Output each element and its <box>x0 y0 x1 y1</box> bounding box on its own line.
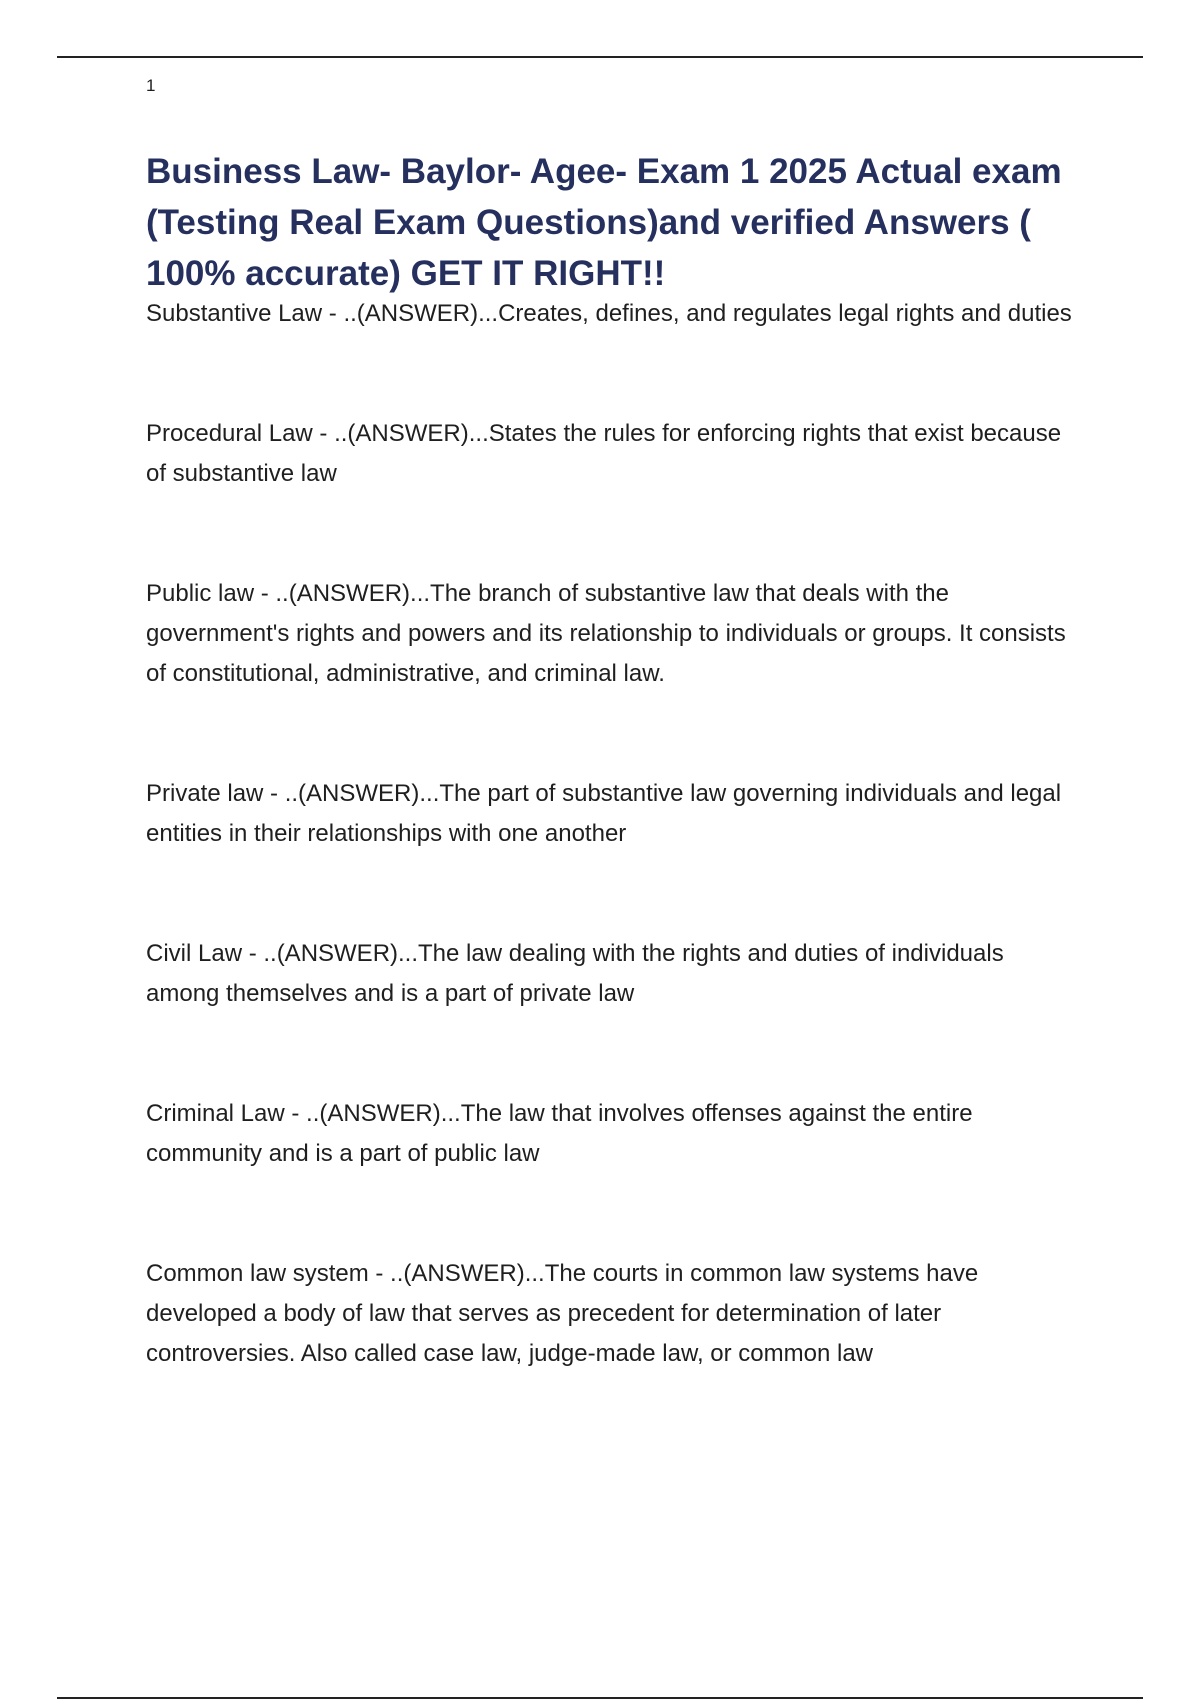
page-number: 1 <box>146 76 156 95</box>
qa-item-procedural-law: Procedural Law - ..(ANSWER)...States the rules for enforcing rights that exist because of substantive law <box>146 420 1062 487</box>
document-body <box>146 146 1081 1454</box>
document-title: Business Law- Baylor- Agee- Exam 1 2025 Actual exam (Testing Real Exam Questions)and verified Answers ( 100% accurate) GET IT RIGHT!! <box>146 152 1062 293</box>
qa-item-criminal-law: Criminal Law - ..(ANSWER)...The law that involves offenses against the entire community and is a part of public law <box>146 1100 973 1167</box>
qa-item-substantive-law: Substantive Law - ..(ANSWER)...Creates, defines, and regulates legal rights and duties <box>146 300 1072 327</box>
qa-item-civil-law: Civil Law - ..(ANSWER)...The law dealing with the rights and duties of individuals among themselves and is a part of private law <box>146 940 1004 1007</box>
qa-list <box>146 294 1081 1374</box>
footer-rule <box>57 1697 1143 1699</box>
header-rule <box>57 56 1143 58</box>
qa-item-private-law: Private law - ..(ANSWER)...The part of substantive law governing individuals and legal entities in their relationships with one another <box>146 780 1062 847</box>
qa-item-public-law: Public law - ..(ANSWER)...The branch of substantive law that deals with the government's rights and powers and its relationship to individuals or groups. It consists of constitutional, administrative, and criminal law. <box>146 580 1066 687</box>
qa-item-common-law-system: Common law system - ..(ANSWER)...The courts in common law systems have developed a body of law that serves as precedent for determination of later controversies. Also called case law, judge-made law, or common law <box>146 1260 979 1367</box>
